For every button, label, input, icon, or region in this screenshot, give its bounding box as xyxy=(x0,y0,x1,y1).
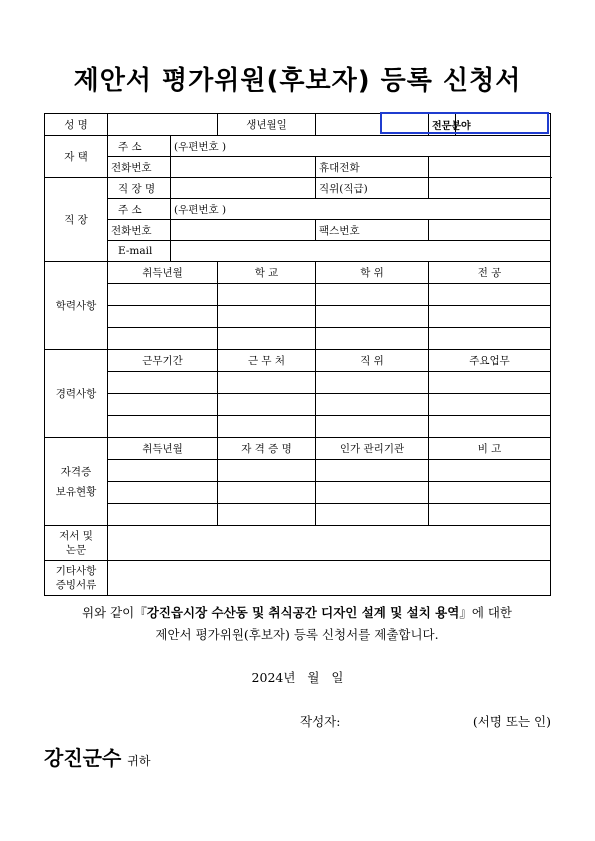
cell-input[interactable] xyxy=(316,284,429,306)
license-label-line2: 보유현황 xyxy=(55,485,97,498)
email-input[interactable] xyxy=(171,241,551,262)
company-input[interactable] xyxy=(171,178,316,199)
license-label-line1: 자격증 xyxy=(60,465,92,478)
license-row xyxy=(45,504,551,526)
cell-input[interactable] xyxy=(108,394,218,416)
cell-input[interactable] xyxy=(218,284,316,306)
cell-input[interactable] xyxy=(316,504,429,526)
education-header: 학 교 xyxy=(218,262,316,284)
license-row xyxy=(45,482,551,504)
other-label-line1: 기타사항 xyxy=(55,565,97,577)
cell-input[interactable] xyxy=(316,460,429,482)
email-label: E-mail xyxy=(108,241,171,262)
position-label: 직위(직급) xyxy=(316,178,429,199)
papers-label-line1: 저서 및 xyxy=(59,530,93,542)
license-header: 자 격 증 명 xyxy=(218,438,316,460)
education-header: 학 위 xyxy=(316,262,429,284)
page-title: 제안서 평가위원(후보자) 등록 신청서 xyxy=(73,66,522,96)
license-label xyxy=(45,438,108,526)
cell-input[interactable] xyxy=(316,416,429,438)
fax-input[interactable] xyxy=(429,220,551,241)
career-row xyxy=(45,416,551,438)
cell-input[interactable] xyxy=(108,284,218,306)
cell-input[interactable] xyxy=(429,372,551,394)
career-label: 경력사항 xyxy=(45,350,108,438)
position-input[interactable] xyxy=(429,178,551,199)
statement-suffix: 』에 대한 xyxy=(459,605,513,620)
work-address-label: 주 소 xyxy=(108,199,171,220)
work-address-input[interactable]: (우편번호 ) xyxy=(171,199,551,220)
work-phone-input[interactable] xyxy=(171,220,316,241)
home-phone-label: 전화번호 xyxy=(108,157,171,178)
recipient-suffix: 귀하 xyxy=(127,754,151,768)
cell-input[interactable] xyxy=(429,482,551,504)
statement xyxy=(44,602,550,646)
other-label xyxy=(45,561,108,596)
cell-input[interactable] xyxy=(108,460,218,482)
education-header: 취득년월 xyxy=(108,262,218,284)
work-phone-label: 전화번호 xyxy=(108,220,171,241)
cell-input[interactable] xyxy=(218,328,316,350)
cell-input[interactable] xyxy=(429,504,551,526)
cell-input[interactable] xyxy=(429,460,551,482)
career-row xyxy=(45,372,551,394)
cell-input[interactable] xyxy=(429,306,551,328)
license-header: 취득년월 xyxy=(108,438,218,460)
other-label-line2: 증빙서류 xyxy=(55,579,97,591)
career-header: 근무기간 xyxy=(108,350,218,372)
cell-input[interactable] xyxy=(218,416,316,438)
cell-input[interactable] xyxy=(218,482,316,504)
home-address-label: 주 소 xyxy=(108,136,171,157)
career-header: 주요업무 xyxy=(429,350,551,372)
career-row xyxy=(45,394,551,416)
other-input[interactable] xyxy=(108,561,551,596)
work-label: 직 장 xyxy=(45,178,108,262)
education-row xyxy=(45,328,551,350)
application-form-table xyxy=(44,113,551,596)
education-row xyxy=(45,284,551,306)
cell-input[interactable] xyxy=(316,482,429,504)
career-header: 직 위 xyxy=(316,350,429,372)
home-address-input[interactable]: (우편번호 ) xyxy=(171,136,551,157)
mobile-input[interactable] xyxy=(429,157,551,178)
license-header: 비 고 xyxy=(429,438,551,460)
recipient-name: 강진군수 xyxy=(44,746,122,770)
name-input[interactable] xyxy=(108,114,218,136)
cell-input[interactable] xyxy=(316,394,429,416)
birth-input[interactable] xyxy=(316,114,429,136)
sign-label: (서명 또는 인) xyxy=(472,714,551,729)
cell-input[interactable] xyxy=(429,328,551,350)
cell-input[interactable] xyxy=(218,394,316,416)
cell-input[interactable] xyxy=(218,306,316,328)
mobile-label: 휴대전화 xyxy=(316,157,429,178)
statement-line1 xyxy=(44,602,550,624)
name-label: 성 명 xyxy=(45,114,108,136)
home-label: 자 택 xyxy=(45,136,108,178)
papers-input[interactable] xyxy=(108,526,551,561)
cell-input[interactable] xyxy=(316,306,429,328)
career-header: 근 무 처 xyxy=(218,350,316,372)
statement-prefix: 위와 같이『 xyxy=(81,605,147,620)
papers-label xyxy=(45,526,108,561)
company-label: 직 장 명 xyxy=(108,178,171,199)
fax-label: 팩스번호 xyxy=(316,220,429,241)
submission-date: 2024년 월 일 xyxy=(251,670,344,685)
cell-input[interactable] xyxy=(108,482,218,504)
cell-input[interactable] xyxy=(108,416,218,438)
education-label: 학력사항 xyxy=(45,262,108,350)
cell-input[interactable] xyxy=(316,372,429,394)
education-header: 전 공 xyxy=(429,262,551,284)
field-label: 전문분야 xyxy=(429,114,456,136)
birth-label: 생년월일 xyxy=(218,114,316,136)
license-header: 인가 관리기관 xyxy=(316,438,429,460)
cell-input[interactable] xyxy=(108,372,218,394)
cell-input[interactable] xyxy=(218,372,316,394)
statement-line2: 제안서 평가위원(후보자) 등록 신청서를 제출합니다. xyxy=(155,627,439,642)
cell-input[interactable] xyxy=(218,460,316,482)
education-row xyxy=(45,306,551,328)
papers-label-line2: 논문 xyxy=(65,544,87,556)
home-phone-input[interactable] xyxy=(171,157,316,178)
cell-input[interactable] xyxy=(429,394,551,416)
project-name: 강진읍시장 수산동 및 취식공간 디자인 설계 및 설치 용역 xyxy=(146,605,460,620)
cell-input[interactable] xyxy=(108,504,218,526)
writer-label: 작성자: xyxy=(300,714,341,729)
cell-input[interactable] xyxy=(218,504,316,526)
cell-input[interactable] xyxy=(108,306,218,328)
cell-input[interactable] xyxy=(429,416,551,438)
cell-input[interactable] xyxy=(316,328,429,350)
cell-input[interactable] xyxy=(108,328,218,350)
recipient xyxy=(44,742,150,771)
license-row xyxy=(45,460,551,482)
cell-input[interactable] xyxy=(429,284,551,306)
